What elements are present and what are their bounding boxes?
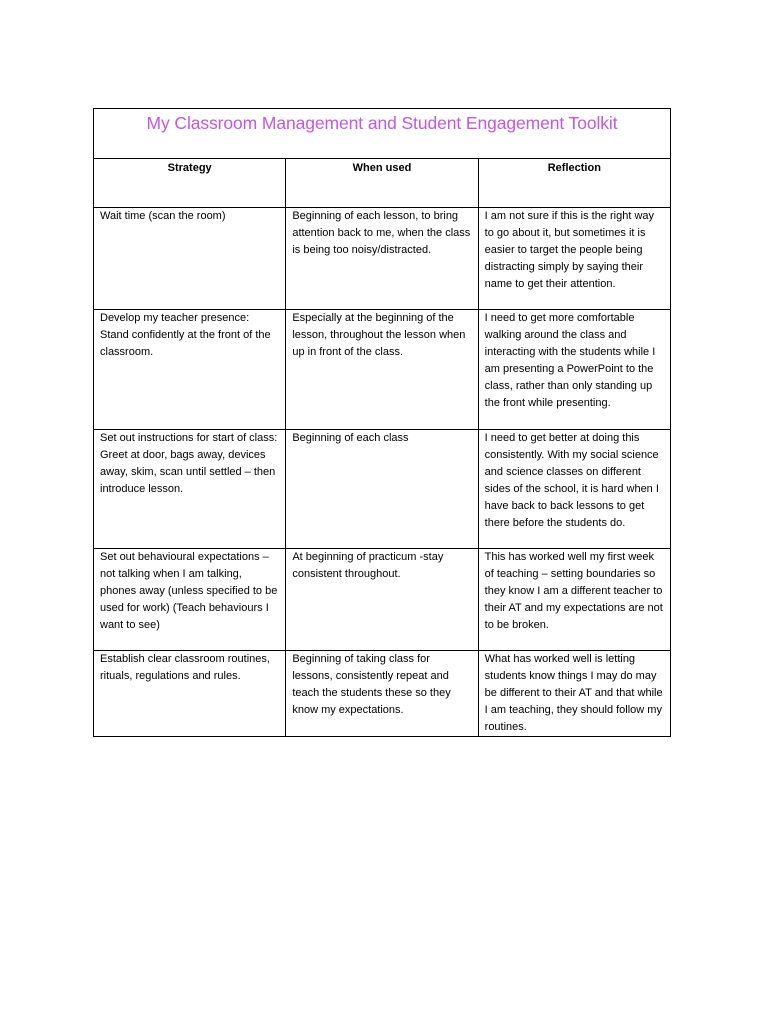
when-used-cell: [286, 651, 478, 737]
when-used-cell: [286, 208, 478, 310]
reflection-cell: [478, 549, 670, 651]
column-header-when-used: [286, 159, 478, 208]
strategy-text: Set out instructions for start of class: Greet at door, bags away, devices away, skim, scan until settled – then introduce lesson.: [100, 432, 278, 496]
column-header-label: Strategy: [167, 162, 212, 174]
title-cell: [94, 109, 671, 159]
column-header-label: When used: [352, 162, 412, 174]
column-header-label: Reflection: [547, 162, 601, 174]
strategy-cell: [94, 310, 286, 430]
column-header-strategy: [94, 159, 286, 208]
document-title: My Classroom Management and Student Engagement Toolkit: [146, 113, 618, 133]
title-row: [94, 109, 671, 159]
when-used-text: Beginning of taking class for lessons, consistently repeat and teach the students these so they know my expectations.: [292, 653, 451, 717]
reflection-cell: [478, 430, 670, 549]
column-header-reflection: [478, 159, 670, 208]
when-used-cell: [286, 430, 478, 549]
strategy-cell: [94, 430, 286, 549]
table-row: [94, 430, 671, 549]
when-used-text: Beginning of each lesson, to bring attention back to me, when the class is being too noisy/distracted.: [292, 210, 471, 257]
strategy-text: Wait time (scan the room): [100, 210, 226, 222]
strategy-text: Establish clear classroom routines, rituals, regulations and rules.: [100, 653, 270, 683]
strategy-cell: [94, 651, 286, 737]
reflection-cell: [478, 310, 670, 430]
strategy-cell: [94, 549, 286, 651]
table-row: [94, 310, 671, 430]
reflection-text: This has worked well my first week of teaching – setting boundaries so they know I am a different teacher to their AT and my expectations are not to be broken.: [484, 551, 663, 632]
when-used-text: Especially at the beginning of the lesson, throughout the lesson when up in front of the class.: [292, 312, 466, 359]
reflection-cell: [478, 208, 670, 310]
strategy-text: Set out behavioural expectations – not talking when I am talking, phones away (unless specified to be used for work) (Teach behaviours I want to see): [100, 551, 278, 632]
reflection-text: I am not sure if this is the right way to go about it, but sometimes it is easier to target the people being distracting simply by saying their name to get their attention.: [484, 210, 655, 291]
when-used-text: At beginning of practicum -stay consistent throughout.: [292, 551, 444, 581]
strategy-cell: [94, 208, 286, 310]
reflection-text: I need to get more comfortable walking around the class and interacting with the students while I am presenting a PowerPoint to the class, rather than only standing up the front while presenting.: [484, 312, 656, 410]
when-used-cell: [286, 549, 478, 651]
reflection-text: What has worked well is letting students know things I may do may be different to their AT and that while I am teaching, they should follow my routines.: [484, 653, 663, 734]
table-row: [94, 208, 671, 310]
when-used-text: Beginning of each class: [292, 432, 409, 444]
toolkit-table: [93, 108, 671, 737]
header-row: [94, 159, 671, 208]
table-row: [94, 549, 671, 651]
strategy-text: Develop my teacher presence: Stand confidently at the front of the classroom.: [100, 312, 271, 359]
when-used-cell: [286, 310, 478, 430]
reflection-cell: [478, 651, 670, 737]
reflection-text: I need to get better at doing this consistently. With my social science and science classes on different sides of the school, it is hard when I have back to back lessons to get there before the students do.: [484, 432, 659, 530]
table-row: [94, 651, 671, 737]
